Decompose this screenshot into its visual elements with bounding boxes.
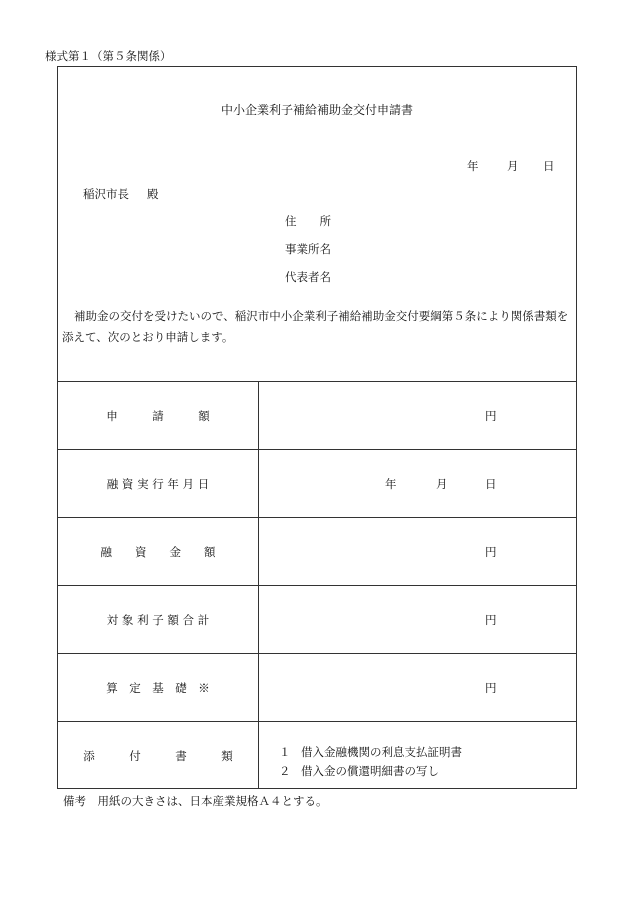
calculation-basis-unit: 円: [485, 681, 497, 695]
interest-total-field[interactable]: [258, 586, 576, 653]
table-row-attachments: [58, 721, 576, 789]
loan-amount-unit: 円: [485, 545, 497, 559]
application-amount-label: 申 請 額: [106, 408, 210, 423]
application-statement: 補助金の交付を受けたいので、稲沢市中小企業利子補給補助金交付要綱第５条により関係書類を添えて、次のとおり申請します。: [62, 309, 569, 344]
date-year-label: 年: [467, 159, 479, 173]
attachments-label: 添 付 書 類: [83, 748, 233, 763]
loan-date-year-label: 年: [385, 477, 397, 491]
loan-date-day-label: 日: [485, 477, 497, 491]
interest-total-label: 対 象 利 子 額 合 計: [106, 612, 210, 627]
remarks-note: 備考 用紙の大きさは、日本産業規格Ａ４とする。: [63, 794, 328, 808]
list-item: ２ 借入金の償還明細書の写し: [279, 764, 439, 778]
table-row-application-amount: [58, 381, 576, 449]
loan-date-month-label: 月: [436, 477, 448, 491]
calculation-basis-field[interactable]: [258, 654, 576, 721]
form-number-label: 様式第１（第５条関係）: [45, 49, 172, 63]
addressee-name: 稲沢市長: [83, 187, 129, 201]
loan-amount-field[interactable]: [258, 518, 576, 585]
application-amount-unit: 円: [485, 409, 497, 423]
table-row-calculation-basis: [58, 653, 576, 721]
table-row-loan-date: [58, 449, 576, 517]
calculation-basis-label: 算 定 基 礎 ※: [106, 680, 210, 695]
date-month-label: 月: [507, 159, 519, 173]
date-day-label: 日: [543, 159, 555, 173]
addressee-honorific: 殿: [147, 187, 159, 201]
attachments-list: [279, 743, 462, 781]
interest-total-unit: 円: [485, 613, 497, 627]
table-row-interest-total: [58, 585, 576, 653]
table-row-loan-amount: [58, 517, 576, 585]
application-amount-field[interactable]: [258, 382, 576, 449]
applicant-business-name-label: 事業所名: [285, 242, 331, 256]
loan-amount-label: 融 資 金 額: [100, 544, 216, 559]
addressee: [83, 186, 159, 202]
application-form-frame: [57, 66, 577, 789]
applicant-representative-label: 代表者名: [285, 270, 331, 284]
attachments-field: [258, 722, 576, 789]
list-item: １ 借入金融機関の利息支払証明書: [279, 745, 462, 759]
applicant-address-label: 住 所: [285, 214, 331, 228]
form-title: 中小企業利子補給補助金交付申請書: [220, 103, 413, 117]
loan-date-field[interactable]: [258, 450, 576, 517]
loan-date-label: 融 資 実 行 年 月 日: [106, 476, 210, 491]
